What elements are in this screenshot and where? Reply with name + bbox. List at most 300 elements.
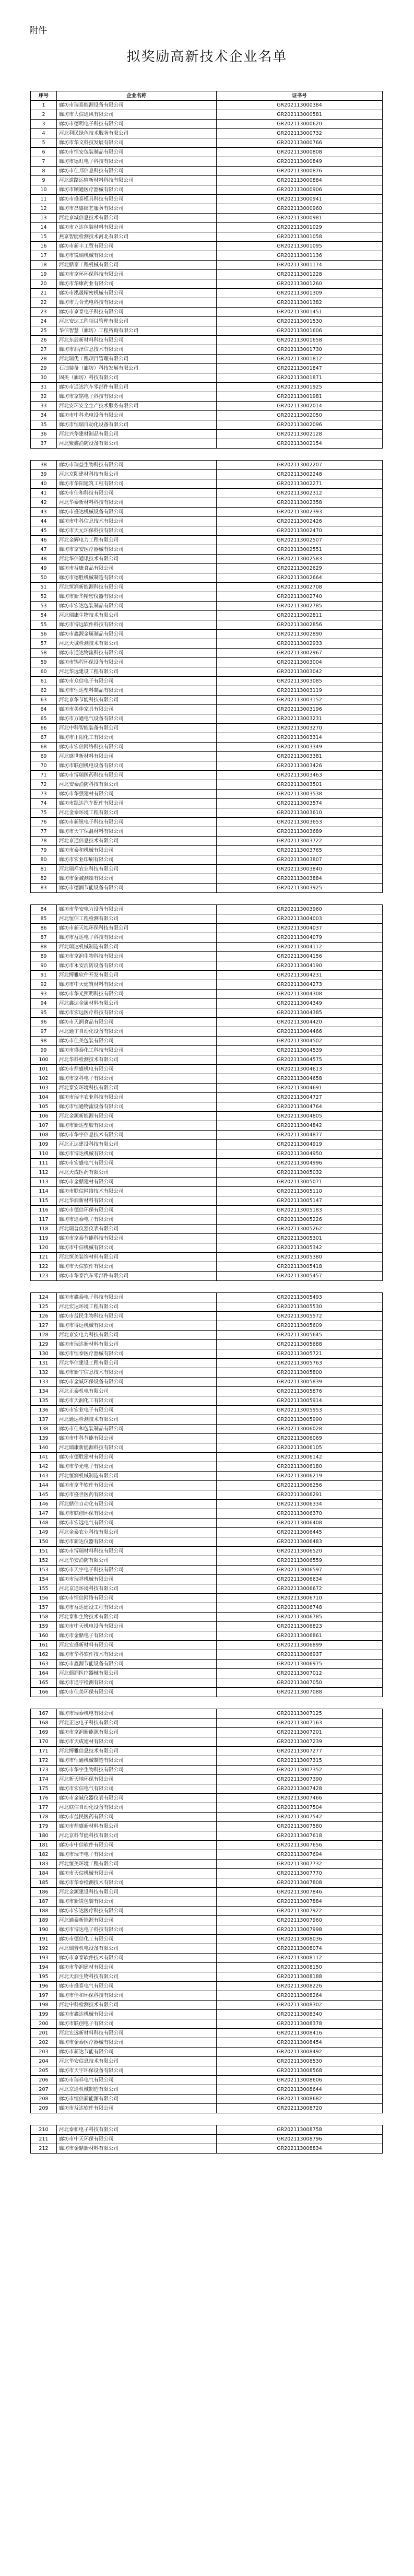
certificate-number-cell: GR202113001871 [217,373,383,383]
serial-number-cell: 122 [31,1262,57,1272]
table-row [31,1747,383,1756]
certificate-number-cell: GR202113008150 [217,1963,383,1972]
table-row [31,714,383,724]
company-name-cell: 廊坊市益达软件有限公司 [57,2104,217,2113]
company-name-cell: 河北联信自动化设备有限公司 [57,1803,217,1813]
serial-number-cell: 29 [31,364,57,373]
company-name-cell: 廊坊市京环环保科技有限公司 [57,270,217,279]
serial-number-cell: 170 [31,1737,57,1747]
certificate-number-cell: GR202113007088 [217,1688,383,1697]
certificate-number-cell: GR202113005953 [217,1406,383,1415]
company-name-cell: 廊坊市宏远电气有限公司 [57,1519,217,1528]
serial-number-cell: 119 [31,1234,57,1243]
table-row [31,1349,383,1359]
table-row [31,705,383,714]
serial-number-cell: 71 [31,771,57,780]
company-name-cell: 廊坊市天元环保科技有限公司 [57,526,217,536]
company-name-cell: 廊坊市佳美环保有限公司 [57,1688,217,1697]
company-name-cell: 廊坊市宏信网络科技有限公司 [57,743,217,752]
certificate-number-cell: GR202113005839 [217,1378,383,1387]
appendix-label: 附件 [29,26,47,36]
serial-number-cell: 66 [31,724,57,733]
serial-number-cell: 3 [31,120,57,129]
serial-number-cell: 18 [31,261,57,270]
table-row [31,1415,383,1425]
serial-number-cell: 113 [31,1178,57,1187]
table-row [31,1878,383,1888]
serial-number-cell: 10 [31,185,57,195]
table-row [31,1234,383,1243]
serial-number-cell: 143 [31,1472,57,1481]
serial-number-cell: 14 [31,223,57,232]
company-name-cell: 廊坊市宏达包装制品有限公司 [57,602,217,611]
serial-number-cell: 78 [31,837,57,846]
table-row [31,232,383,242]
company-name-cell: 廊坊市通达物流科技有限公司 [57,649,217,658]
company-name-cell: 河北博雅信息技术有限公司 [57,1747,217,1756]
company-name-cell: 廊坊市恒瑞自动化设备有限公司 [57,420,217,430]
serial-number-cell: 56 [31,630,57,639]
certificate-number-cell: GR202113005071 [217,1178,383,1187]
serial-number-cell: 140 [31,1443,57,1453]
table-row [31,1963,383,1972]
company-table-section [30,91,383,449]
certificate-number-cell: GR202113007315 [217,1756,383,1766]
serial-number-cell: 13 [31,214,57,223]
serial-number-cell: 98 [31,1037,57,1046]
table-row [31,1481,383,1490]
table-row [31,1822,383,1831]
table-row [31,157,383,167]
certificate-number-cell: GR202113000876 [217,167,383,176]
table-row [31,1472,383,1481]
company-name-cell: 廊坊市美佳家具有限公司 [57,705,217,714]
serial-number-cell: 182 [31,1850,57,1860]
company-name-cell: 廊坊市力合光电科技有限公司 [57,298,217,308]
certificate-number-cell: GR202113005147 [217,1196,383,1206]
table-row [31,855,383,865]
company-name-cell: 华信智慧（廊坊）工程咨询有限公司 [57,326,217,336]
serial-number-cell: 125 [31,1302,57,1312]
certificate-number-cell: GR202113006334 [217,1500,383,1509]
certificate-number-cell: GR202113007998 [217,1925,383,1935]
company-name-cell: 河北道路运输新材料科技有限公司 [57,176,217,185]
company-name-cell: 廊坊市永安消防设备有限公司 [57,961,217,971]
table-row [31,242,383,251]
table-row [31,2038,383,2048]
certificate-number-cell: GR202113007125 [217,1709,383,1719]
certificate-number-cell: GR202113002470 [217,526,383,536]
company-name-cell: 廊坊市正阳化工有限公司 [57,733,217,743]
certificate-number-cell: GR202113002933 [217,639,383,649]
company-name-cell: 河北博雅软件开发有限公司 [57,971,217,980]
table-row [31,1149,383,1159]
certificate-number-cell: GR202113006748 [217,1603,383,1613]
certificate-number-cell: GR202113005418 [217,1262,383,1272]
certificate-number-cell: GR202113008606 [217,2076,383,2085]
serial-number-cell: 62 [31,686,57,696]
serial-number-cell: 20 [31,279,57,289]
table-row [31,1831,383,1841]
serial-number-cell: 52 [31,592,57,602]
table-row [31,1784,383,1794]
table-row [31,402,383,411]
company-name-cell: 河北恒美装饰材料有限公司 [57,1253,217,1262]
certificate-number-cell: GR202113000981 [217,214,383,223]
table-row [31,420,383,430]
serial-number-cell: 81 [31,865,57,874]
serial-number-cell: 101 [31,1065,57,1074]
company-name-cell: 廊坊市瑞祥电气有限公司 [57,2076,217,2085]
table-row [31,1018,383,1027]
table-row [31,573,383,583]
serial-number-cell: 196 [31,1982,57,1991]
certificate-number-cell: GR202113003085 [217,677,383,686]
company-name-cell: 河北通泰新能源有限公司 [57,1916,217,1925]
certificate-number-cell: GR202113002967 [217,649,383,658]
table-row [31,1888,383,1897]
company-name-cell: 廊坊市新丰工贸有限公司 [57,242,217,251]
table-row [31,649,383,658]
company-name-cell: 河北华安信息技术有限公司 [57,2057,217,2066]
company-name-cell: 河北新天地环保有限公司 [57,1775,217,1784]
company-name-cell: 廊坊市金泰医疗器械有限公司 [57,2038,217,2048]
serial-number-cell: 154 [31,1575,57,1584]
table-row [31,2048,383,2057]
certificate-number-cell: GR202113005876 [217,1387,383,1396]
table-row [31,355,383,364]
table-row [31,364,383,373]
serial-number-cell: 165 [31,1678,57,1688]
company-name-cell: 廊坊市盛泰电气有限公司 [57,1982,217,1991]
serial-number-cell: 187 [31,1897,57,1907]
company-name-cell: 河北华泰新材料科技有限公司 [57,498,217,508]
company-name-cell: 廊坊市恒信网络有限公司 [57,1594,217,1603]
certificate-number-cell: GR202113006483 [217,1537,383,1547]
table-row [31,827,383,837]
table-row [31,961,383,971]
table-row [31,771,383,780]
table-row [31,1112,383,1121]
table-row [31,1046,383,1055]
table-row [31,818,383,827]
serial-number-cell: 82 [31,874,57,884]
certificate-number-cell: GR202113004764 [217,1102,383,1112]
serial-number-cell: 27 [31,345,57,355]
company-name-cell: 河北金泰环境工程有限公司 [57,808,217,818]
table-row [31,1860,383,1869]
serial-number-cell: 179 [31,1822,57,1831]
certificate-number-cell: GR202113003574 [217,799,383,808]
table-row [31,1897,383,1907]
company-name-cell: 河北华安消防有限公司 [57,1556,217,1566]
serial-number-cell: 190 [31,1925,57,1935]
company-name-cell: 河北聚鑫消防设备有限公司 [57,439,217,449]
certificate-number-cell: GR202113001382 [217,298,383,308]
company-name-cell: 河北中科检测技术有限公司 [57,2001,217,2010]
company-name-cell: 廊坊市新天地环保科技有限公司 [57,924,217,933]
company-name-cell: 廊坊市盛泰模具科技有限公司 [57,195,217,204]
certificate-number-cell: GR202113004950 [217,1149,383,1159]
serial-number-cell: 199 [31,2010,57,2019]
table-row [31,279,383,289]
serial-number-cell: 24 [31,317,57,326]
certificate-number-cell: GR202113003152 [217,696,383,705]
company-name-cell: 河北京安电力科技有限公司 [57,1331,217,1340]
serial-number-cell: 166 [31,1688,57,1697]
company-name-cell: 廊坊市华宇信息技术有限公司 [57,1131,217,1140]
serial-number-cell: 144 [31,1481,57,1490]
certificate-number-cell: GR202113002014 [217,402,383,411]
serial-number-cell: 15 [31,232,57,242]
company-name-cell: 廊坊市华阳建筑工程有限公司 [57,479,217,489]
serial-number-cell: 192 [31,1944,57,1954]
certificate-number-cell: GR202113003653 [217,818,383,827]
certificate-number-cell: GR202113005262 [217,1225,383,1234]
certificate-number-cell: GR202113004877 [217,1131,383,1140]
certificate-number-cell: GR202113002312 [217,489,383,498]
certificate-number-cell: GR202113001658 [217,336,383,345]
table-row [31,1982,383,1991]
certificate-number-cell: GR202113002890 [217,630,383,639]
header-certificate-number: 证书号 [217,91,383,101]
certificate-number-cell: GR202113004003 [217,914,383,924]
serial-number-cell: 23 [31,308,57,317]
serial-number-cell: 19 [31,270,57,279]
certificate-number-cell: GR202113003196 [217,705,383,714]
company-name-cell: 廊坊市联信网络技术有限公司 [57,1187,217,1196]
company-name-cell: 廊坊市京铭电子科技有限公司 [57,392,217,402]
table-row [31,1262,383,1272]
serial-number-cell: 130 [31,1349,57,1359]
certificate-number-cell: GR202113002551 [217,545,383,555]
table-row [31,1396,383,1406]
table-row [31,1272,383,1281]
table-row [31,439,383,449]
table-row [31,1622,383,1631]
certificate-number-cell: GR202113003884 [217,874,383,884]
certificate-number-cell: GR202113007352 [217,1766,383,1775]
certificate-number-cell: GR202113008720 [217,2104,383,2113]
certificate-number-cell: GR202113001530 [217,317,383,326]
table-row [31,1954,383,1963]
certificate-number-cell: GR202113000884 [217,176,383,185]
serial-number-cell: 89 [31,952,57,961]
table-row [31,2010,383,2019]
table-row [31,1102,383,1112]
serial-number-cell: 68 [31,743,57,752]
serial-number-cell: 121 [31,1253,57,1262]
table-row [31,780,383,790]
serial-number-cell: 91 [31,971,57,980]
header-company-name: 企业名称 [57,91,217,101]
company-name-cell: 廊坊市中科节能有限公司 [57,1434,217,1443]
certificate-number-cell: GR202113003119 [217,686,383,696]
certificate-number-cell: GR202113004691 [217,1084,383,1093]
company-name-cell: 廊坊市京安医疗器械有限公司 [57,545,217,555]
certificate-number-cell: GR202113005763 [217,1359,383,1368]
company-name-cell: 廊坊市宏远医疗科技有限公司 [57,1008,217,1018]
certificate-number-cell: GR202113000732 [217,129,383,138]
table-row [31,1537,383,1547]
certificate-number-cell: GR202113002740 [217,592,383,602]
serial-number-cell: 92 [31,980,57,990]
table-row [31,630,383,639]
company-name-cell: 廊坊市金诚仪器仪表有限公司 [57,1794,217,1803]
serial-number-cell: 191 [31,1935,57,1944]
certificate-number-cell: GR202113000960 [217,204,383,214]
table-row [31,1293,383,1302]
company-name-cell: 廊坊市京润生物科技有限公司 [57,952,217,961]
table-row [31,1803,383,1813]
certificate-number-cell: GR202113003840 [217,865,383,874]
table-row [31,1916,383,1925]
table-row [31,1603,383,1613]
certificate-number-cell: GR202113008302 [217,2001,383,2010]
serial-number-cell: 111 [31,1159,57,1168]
table-row [31,1406,383,1415]
company-name-cell: 廊坊市瑞丰电子有限公司 [57,1850,217,1860]
table-row [31,1453,383,1462]
table-row [31,1500,383,1509]
company-table-section [30,460,383,893]
serial-number-cell: 117 [31,1215,57,1225]
table-row [31,1756,383,1766]
serial-number-cell: 148 [31,1519,57,1528]
company-name-cell: 河北瑞康生物技术有限公司 [57,611,217,620]
table-row [31,980,383,990]
serial-number-cell: 150 [31,1537,57,1547]
company-name-cell: 河北鼎信自动化有限公司 [57,1500,217,1509]
serial-number-cell: 99 [31,1046,57,1055]
company-name-cell: 廊坊市华安电力设备有限公司 [57,905,217,914]
certificate-number-cell: GR202113006142 [217,1453,383,1462]
company-name-cell: 河北鼎泰工程机械有限公司 [57,261,217,270]
table-row [31,611,383,620]
company-name-cell: 廊坊市通泰电子有限公司 [57,1215,217,1225]
serial-number-cell: 33 [31,402,57,411]
serial-number-cell: 128 [31,1331,57,1340]
table-row [31,204,383,214]
table-row [31,508,383,517]
company-name-cell: 河北天诚检测技术有限公司 [57,639,217,649]
serial-number-cell: 200 [31,2019,57,2029]
serial-number-cell: 54 [31,611,57,620]
table-row [31,971,383,980]
company-table-section [30,1292,383,1697]
company-name-cell: 河北华信建设工程有限公司 [57,1359,217,1368]
table-row [31,120,383,129]
company-name-cell: 廊坊市华光电子有限公司 [57,1462,217,1472]
certificate-number-cell: GR202113004466 [217,1027,383,1037]
table-row [31,1519,383,1528]
certificate-number-cell: GR202113003501 [217,780,383,790]
certificate-number-cell: GR202113000620 [217,120,383,129]
company-name-cell: 廊坊市金诚环保设备有限公司 [57,1378,217,1387]
table-row [31,1841,383,1850]
serial-number-cell: 176 [31,1794,57,1803]
company-name-cell: 廊坊市博达电子科技有限公司 [57,1925,217,1935]
table-row [31,564,383,573]
certificate-number-cell: GR202113003381 [217,752,383,761]
serial-number-cell: 65 [31,714,57,724]
company-name-cell: 河北安泰消防科技有限公司 [57,780,217,790]
serial-number-cell: 17 [31,251,57,261]
table-row [31,1243,383,1253]
certificate-number-cell: GR202113003231 [217,714,383,724]
table-row [31,1462,383,1472]
certificate-number-cell: GR202113004385 [217,1008,383,1018]
serial-number-cell: 87 [31,933,57,943]
certificate-number-cell: GR202113004919 [217,1140,383,1149]
table-row [31,2104,383,2113]
certificate-number-cell: GR202113005380 [217,1253,383,1262]
certificate-number-cell: GR202113005110 [217,1187,383,1196]
company-name-cell: 廊坊市益民生物科技有限公司 [57,1312,217,1321]
certificate-number-cell: GR202113006559 [217,1556,383,1566]
serial-number-cell: 134 [31,1387,57,1396]
certificate-number-cell: GR202113008568 [217,2066,383,2076]
company-name-cell: 廊坊市恒通物流设备有限公司 [57,1102,217,1112]
certificate-number-cell: GR202113006370 [217,1509,383,1519]
table-row [31,185,383,195]
certificate-number-cell: GR202113003610 [217,808,383,818]
certificate-number-cell: GR202113000581 [217,110,383,120]
certificate-number-cell: GR202113004613 [217,1065,383,1074]
company-name-cell: 河北京通机械制造有限公司 [57,2085,217,2095]
company-name-cell: 河北华科检测技术有限公司 [57,1055,217,1065]
company-name-cell: 河北瑞优工程项目管理有限公司 [57,355,217,364]
table-row [31,345,383,355]
certificate-number-cell: GR202113004658 [217,1074,383,1084]
table-row [31,2029,383,2038]
certificate-number-cell: GR202113007732 [217,1860,383,1869]
certificate-number-cell: GR202113006597 [217,1566,383,1575]
certificate-number-cell: GR202113008682 [217,2095,383,2104]
serial-number-cell: 21 [31,289,57,298]
company-name-cell: 廊坊市鼎盛新材料有限公司 [57,1822,217,1831]
serial-number-cell: 185 [31,1878,57,1888]
company-name-cell: 石油装备（廊坊）科技发展有限公司 [57,364,217,373]
serial-number-cell: 155 [31,1584,57,1594]
company-name-cell: 廊坊市大信通风有限公司 [57,110,217,120]
table-row [31,1443,383,1453]
company-name-cell: 廊坊市天宇保温材料有限公司 [57,827,217,837]
serial-number-cell: 174 [31,1775,57,1784]
table-row [31,752,383,761]
table-row [31,1434,383,1443]
company-name-cell: 河北华润新材料有限公司 [57,1196,217,1206]
company-name-cell: 廊坊市恒通机械制造有限公司 [57,1756,217,1766]
certificate-number-cell: GR202113007050 [217,1678,383,1688]
company-name-cell: 廊坊市锐瑞机械有限公司 [57,251,217,261]
company-name-cell: 廊坊市宏达医疗科技有限公司 [57,1907,217,1916]
company-name-cell: 廊坊市泰和机械有限公司 [57,846,217,855]
company-name-cell: 廊坊市益康食品有限公司 [57,564,217,573]
table-row [31,1378,383,1387]
serial-number-cell: 45 [31,526,57,536]
table-row [31,1187,383,1196]
company-name-cell: 固美（廊坊）科技有限公司 [57,373,217,383]
certificate-number-cell: GR202113005800 [217,1368,383,1378]
company-name-cell: 廊坊市德明电子科技有限公司 [57,120,217,129]
company-name-cell: 廊坊市天成建材有限公司 [57,1737,217,1747]
serial-number-cell: 180 [31,1831,57,1841]
company-name-cell: 河北通宇自动化设备有限公司 [57,1027,217,1037]
certificate-number-cell: GR202113000849 [217,157,383,167]
company-name-cell: 河北利民绿色技术服务有限公司 [57,129,217,138]
header-serial-number: 序号 [31,91,57,101]
